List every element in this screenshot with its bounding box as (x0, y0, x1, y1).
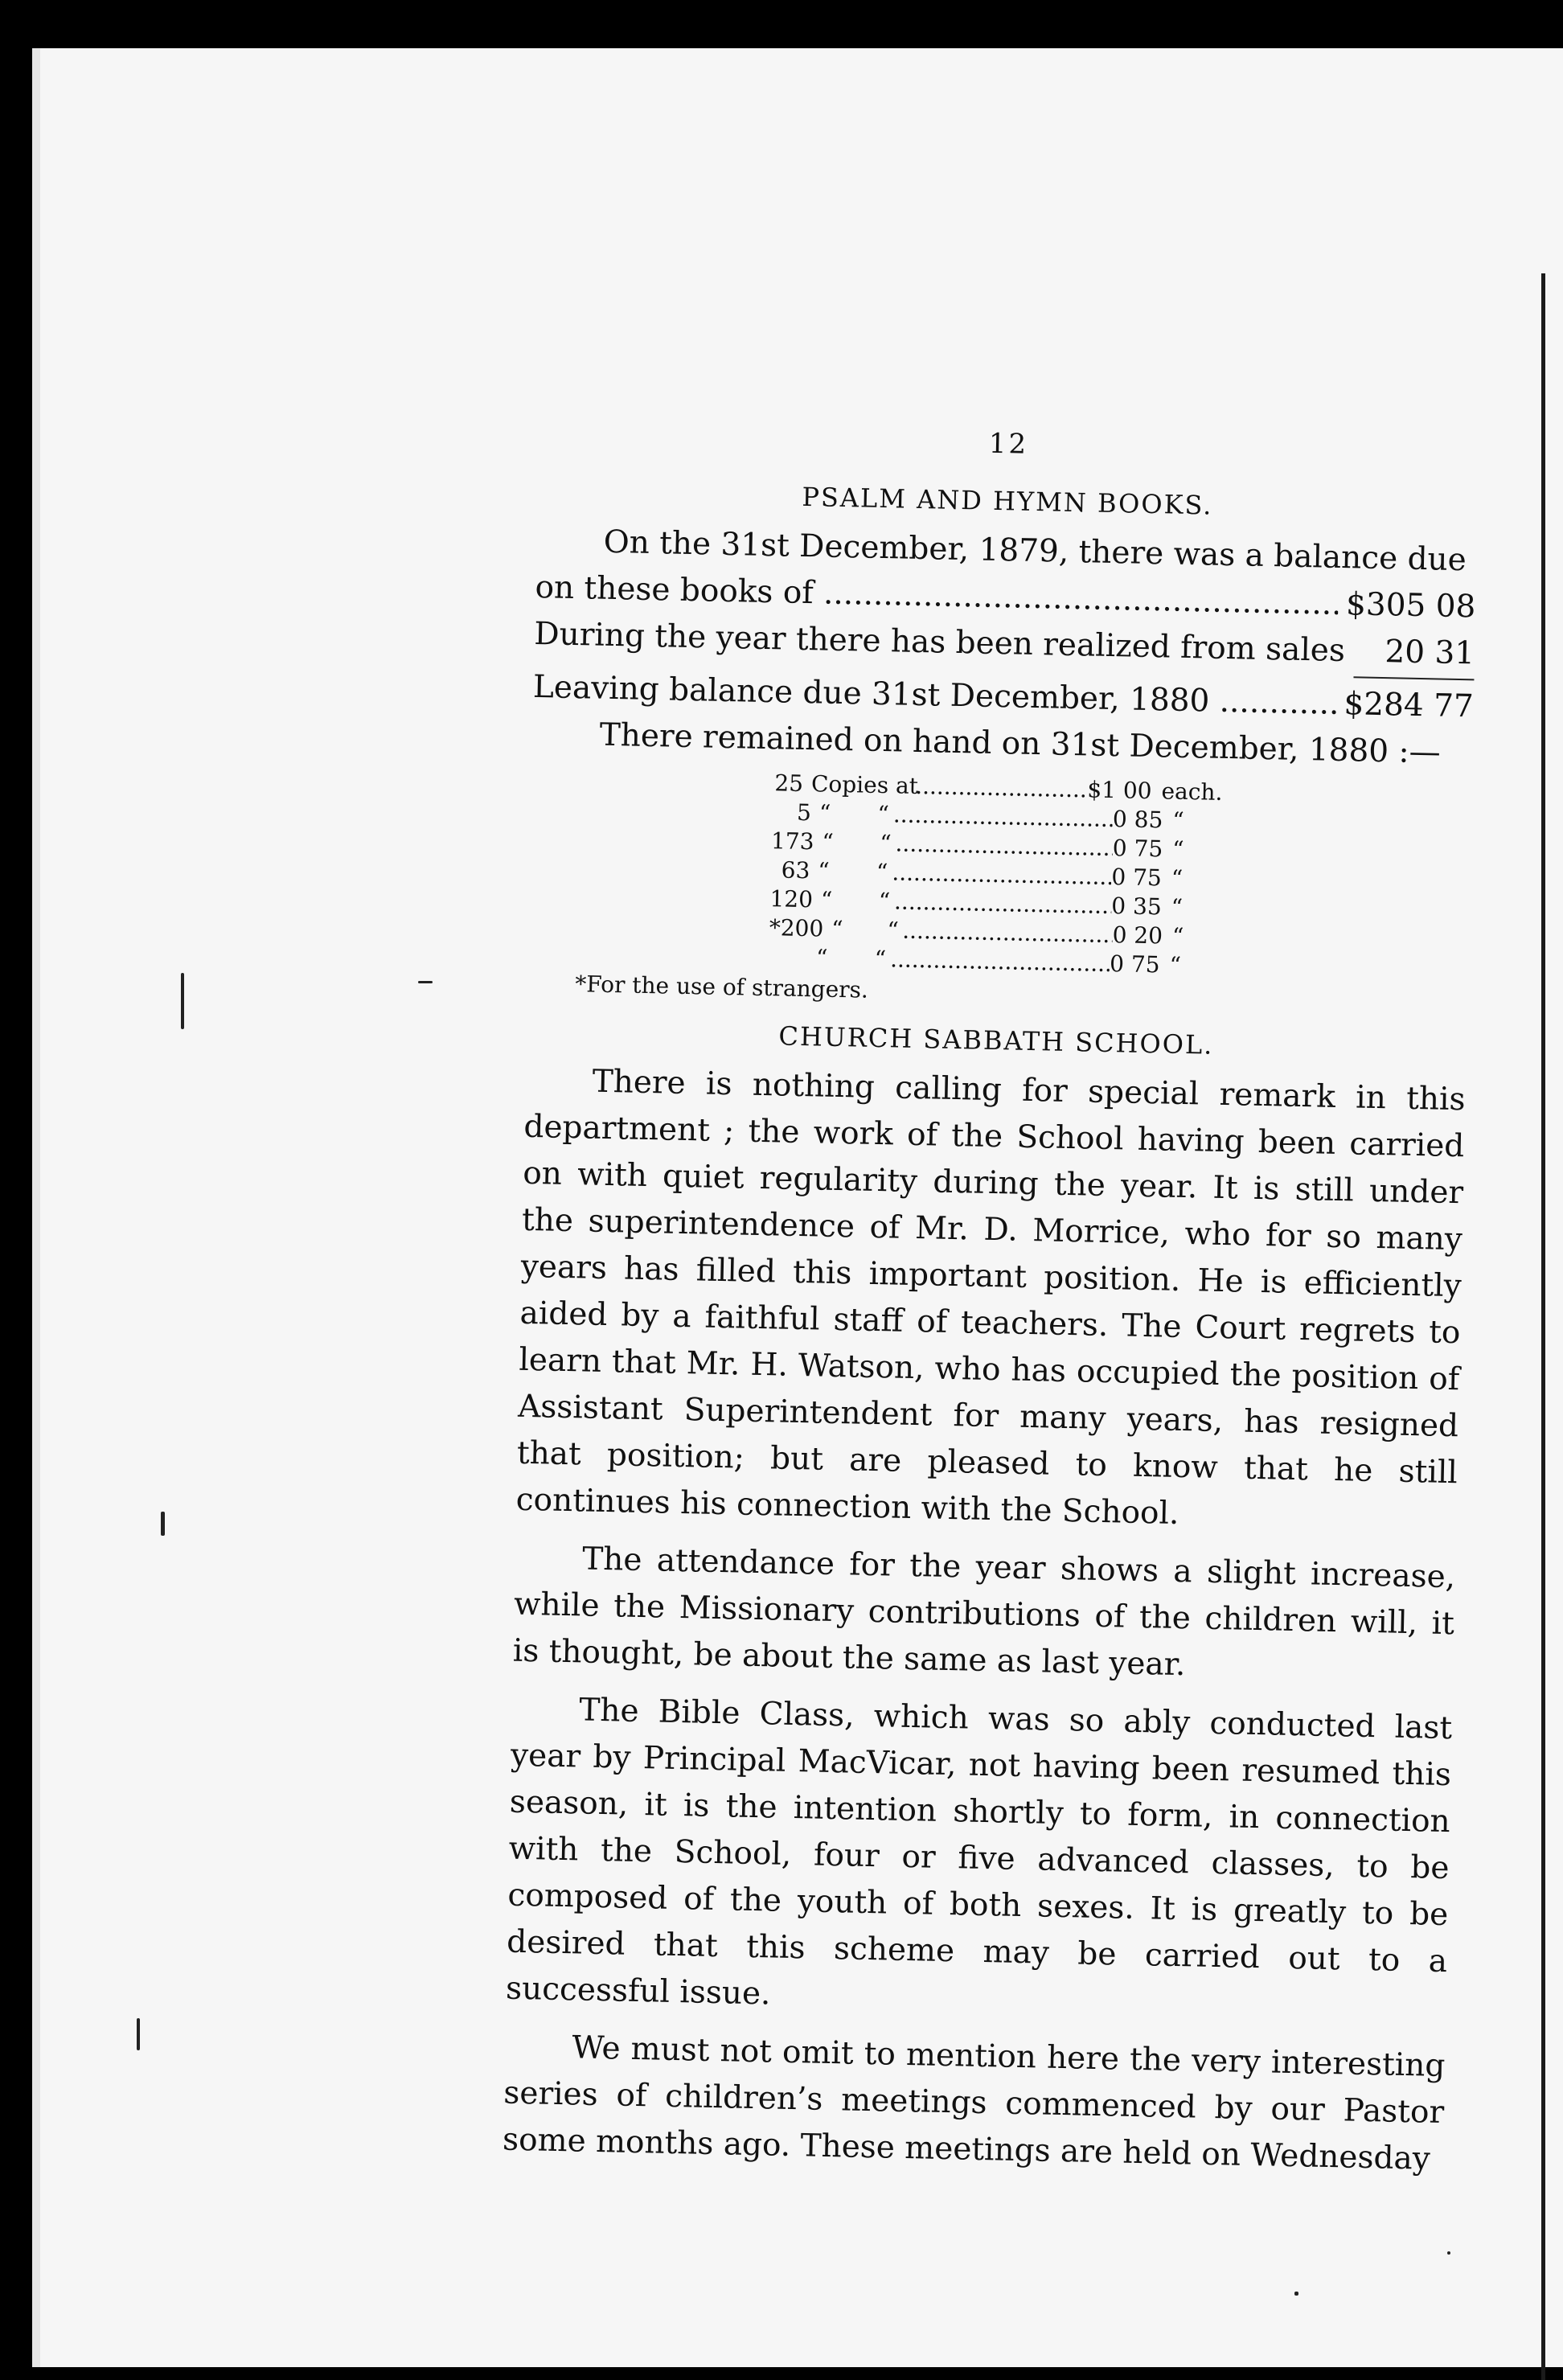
copies-price: 0 20 (1112, 921, 1163, 950)
copies-leader-dots (890, 945, 1110, 979)
copies-unit: “ (819, 798, 874, 828)
copies-leader-dots (902, 917, 1113, 950)
realized-amount: 20 31 (1346, 628, 1475, 677)
remained-text: There remained on hand on 31st December, 1880 :— (599, 712, 1441, 777)
realized-label: During the year there has been realized from sales ..... (534, 611, 1347, 675)
copies-price: 0 35 (1111, 892, 1162, 921)
copies-qty: 120 (769, 884, 821, 914)
leaving-balance-label: Leaving balance due 31st December, 1880 ..... (532, 664, 1336, 728)
copies-price: 0 85 (1113, 805, 1163, 835)
copies-suffix: “ (1161, 892, 1220, 923)
copies-ditto: “ (873, 800, 893, 830)
scan-speck (181, 973, 184, 1029)
scan-speck (137, 2018, 140, 2050)
copies-ditto: “ (870, 945, 890, 975)
copies-table (769, 769, 1223, 981)
page-number: 12 (538, 418, 1479, 470)
copies-qty: *200 (769, 913, 831, 944)
copies-suffix: “ (1163, 806, 1222, 836)
copies-qty: 25 (772, 769, 811, 798)
copies-unit: “ (818, 856, 872, 886)
copies-unit: “ (831, 915, 884, 945)
copies-qty: 63 (770, 856, 818, 885)
balance-1879-label: on these books of ..... (535, 564, 1339, 628)
scan-speck (1294, 2292, 1298, 2296)
intro-line-text: On the 31st December, 1879, there was a balance due (603, 519, 1467, 584)
balance-1879-amount: $305 08 (1337, 581, 1475, 631)
copies-suffix: each. (1151, 777, 1223, 807)
copies-price: 0 75 (1110, 950, 1160, 979)
scan-speck (1447, 2251, 1450, 2255)
scan-speck (418, 981, 433, 983)
sum-rule (1353, 676, 1474, 680)
copies-ditto: “ (874, 887, 894, 917)
footnote: *For the use of strangers. (575, 970, 1467, 1016)
leaving-balance-amount: $284 77 (1335, 681, 1474, 731)
page-content (503, 418, 1479, 2183)
copies-price: 0 75 (1112, 834, 1163, 864)
body-paragraph: The Bible Class, which was so ably conducted last year by Principal MacVicar, not having been resumed this season, it is the intention shortly to form, in connection with the School, four or five advanced classes, to be composed of the youth of both sexes. It is greatly to be desired that this scheme may be carried out to a successful issue. (505, 1686, 1452, 2032)
body-paragraph: There is nothing calling for special remark in this department ; the work of the School having been carried on with quiet regularity during the year. It is still under the superintendence of Mr. D. Morrice, who for so many years has filled this important position. He is efficiently aided by a faithful staff of teachers. The Court regrets to learn that Mr. H. Watson, who has occupied the position of Assistant Superintendent for many years, has resigned that position; but are pleased to know that he still continues his connection with the School. (515, 1057, 1466, 1543)
copies-unit: “ (822, 828, 876, 858)
copies-leader-dots (915, 772, 1088, 804)
body-paragraph: We must not omit to mention here the very interesting series of children’s meetings commenced by our Pastor some months ago. These meetings are held on Wednesday (503, 2024, 1446, 2183)
sabbath-school-title: CHURCH SABBATH SCHOOL. (526, 1016, 1467, 1065)
copies-leader-dots (894, 887, 1112, 921)
copies-unit: “ (816, 943, 871, 973)
copies-ditto: “ (876, 829, 896, 859)
scan-speck (161, 1512, 165, 1536)
copies-ditto: “ (872, 858, 892, 888)
copies-price: $1 00 (1087, 775, 1152, 806)
copies-qty: 5 (771, 798, 819, 827)
copies-unit: “ (821, 885, 876, 915)
copies-price: 0 75 (1111, 863, 1162, 892)
copies-unit: Copies at (811, 769, 900, 800)
copies-suffix: “ (1163, 921, 1220, 951)
copies-leader-dots (892, 858, 1112, 892)
copies-qty (769, 964, 816, 965)
body-paragraph: The attendance for the year shows a slight increase, while the Missionary contributions of the children will, it is thought, be about the same as last year. (512, 1535, 1455, 1694)
copies-qty: 173 (771, 827, 823, 856)
copies-leader-dots (893, 800, 1114, 834)
page-edge-line (1541, 273, 1545, 2380)
copies-suffix: “ (1159, 950, 1219, 981)
copies-leader-dots (895, 829, 1113, 863)
scanned-page (32, 48, 1563, 2367)
sabbath-school-section (503, 1016, 1467, 2183)
copies-ditto: “ (883, 916, 902, 945)
psalm-hymn-title: PSALM AND HYMN BOOKS. (537, 476, 1479, 526)
copies-suffix: “ (1161, 864, 1220, 894)
psalm-hymn-section (527, 476, 1478, 1016)
copies-suffix: “ (1163, 835, 1221, 865)
